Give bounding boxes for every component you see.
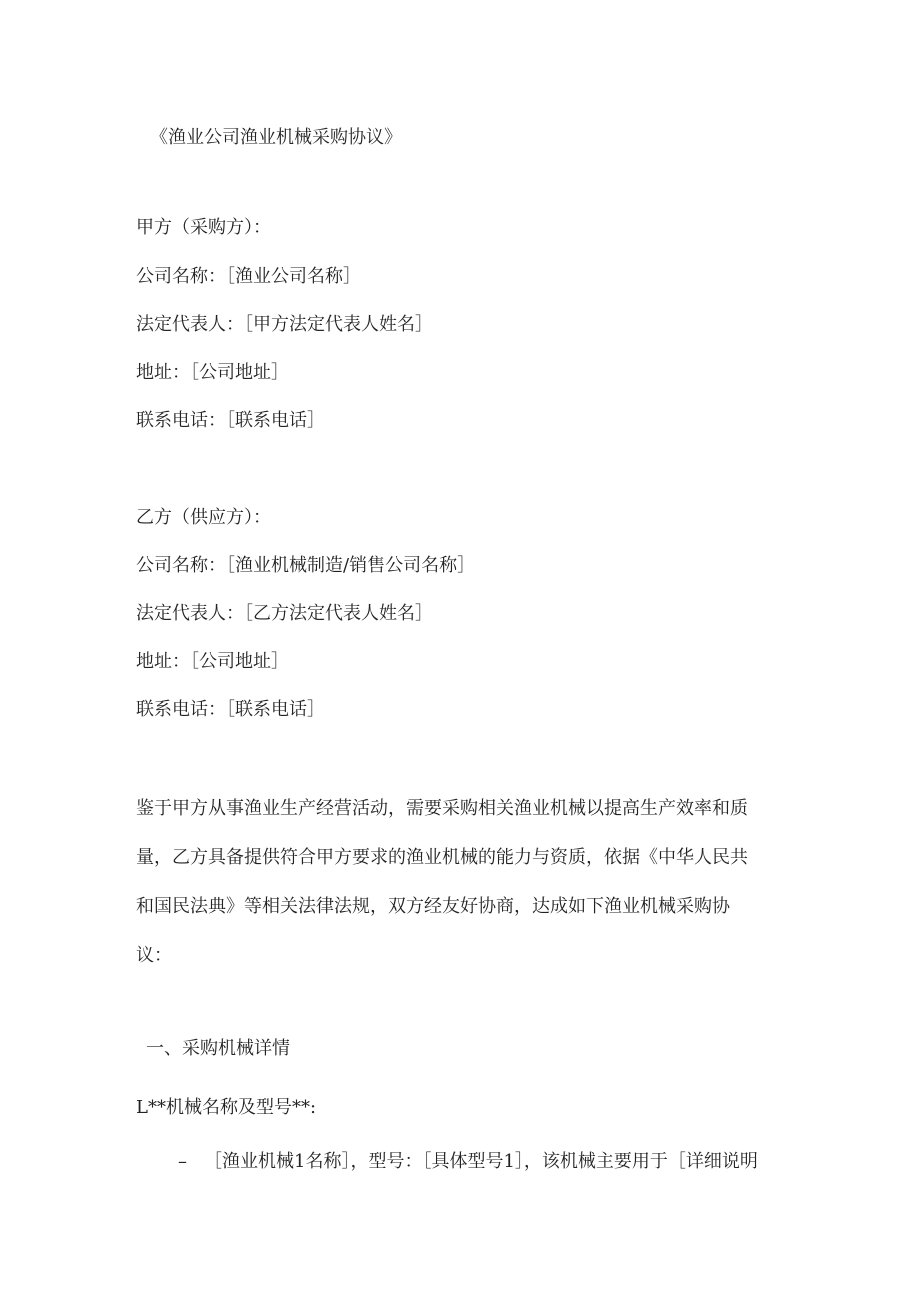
- party-a-legal-rep: 法定代表人：［甲方法定代表人姓名］: [136, 314, 433, 335]
- party-b-phone: 联系电话：［联系电话］: [136, 699, 325, 720]
- document-title: 《渔业公司渔业机械采购协议》: [150, 127, 402, 148]
- preamble-line: 和国民法典》等相关法律法规，双方经友好协商，达成如下渔业机械采购协: [136, 896, 730, 917]
- party-b-legal-rep: 法定代表人：［乙方法定代表人姓名］: [136, 603, 433, 624]
- preamble-line: 议：: [136, 945, 172, 966]
- preamble-line: 量，乙方具备提供符合甲方要求的渔业机械的能力与资质，依据《中华人民共: [136, 847, 748, 868]
- bullet-dash: –: [178, 1151, 187, 1172]
- bullet-text: ［渔业机械1名称］，型号：［具体型号1］，该机械主要用于［详细说明: [204, 1151, 758, 1172]
- preamble-paragraph: [136, 784, 776, 980]
- party-a-phone: 联系电话：［联系电话］: [136, 410, 325, 431]
- party-a-address: 地址：［公司地址］: [136, 362, 289, 383]
- section-heading: 一、采购机械详情: [146, 1038, 290, 1059]
- item-label: L**机械名称及型号**:: [136, 1097, 317, 1118]
- party-a-company: 公司名称：［渔业公司名称］: [136, 266, 361, 287]
- bullet-item: [178, 1150, 758, 1174]
- party-b-company: 公司名称：［渔业机械制造/销售公司名称］: [136, 555, 476, 576]
- party-b-heading: 乙方（供应方）：: [136, 507, 271, 528]
- party-b-address: 地址：［公司地址］: [136, 651, 289, 672]
- preamble-line: 鉴于甲方从事渔业生产经营活动，需要采购相关渔业机械以提高生产效率和质: [136, 798, 748, 819]
- party-a-heading: 甲方（采购方）：: [136, 217, 271, 238]
